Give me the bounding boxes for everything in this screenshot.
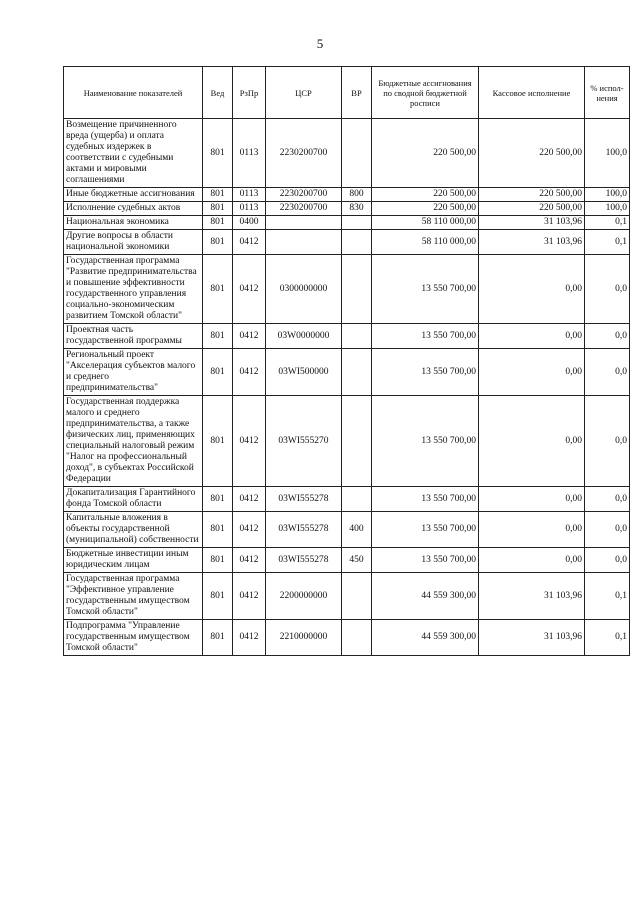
cell-vr (342, 255, 372, 324)
cell-cash: 0,00 (479, 512, 585, 548)
header-pct: % испол-нения (585, 67, 630, 119)
table-row (64, 573, 630, 620)
cell-cash: 31 103,96 (479, 230, 585, 255)
cell-pct: 100,0 (585, 188, 630, 202)
table-row (64, 119, 630, 188)
cell-pct: 100,0 (585, 119, 630, 188)
cell-plan: 13 550 700,00 (372, 255, 479, 324)
cell-vr (342, 620, 372, 656)
cell-csr: 2200000000 (266, 573, 342, 620)
cell-ved: 801 (203, 230, 233, 255)
cell-ved: 801 (203, 548, 233, 573)
cell-ved: 801 (203, 255, 233, 324)
cell-name: Подпрограмма "Управление государственным имуществом Томской области" (64, 620, 203, 656)
cell-cash: 31 103,96 (479, 573, 585, 620)
cell-vr (342, 230, 372, 255)
cell-rzpr: 0412 (233, 396, 266, 487)
cell-plan: 13 550 700,00 (372, 349, 479, 396)
cell-plan: 44 559 300,00 (372, 620, 479, 656)
table-row (64, 324, 630, 349)
cell-vr (342, 216, 372, 230)
cell-pct: 0,1 (585, 573, 630, 620)
table-header-row (64, 67, 630, 119)
cell-pct: 0,1 (585, 216, 630, 230)
cell-ved: 801 (203, 396, 233, 487)
cell-name: Региональный проект "Акселерация субъектов малого и среднего предпринимательства" (64, 349, 203, 396)
cell-pct: 0,0 (585, 396, 630, 487)
cell-name: Национальная экономика (64, 216, 203, 230)
cell-plan: 58 110 000,00 (372, 230, 479, 255)
table-row (64, 255, 630, 324)
table-row (64, 349, 630, 396)
cell-cash: 0,00 (479, 487, 585, 512)
cell-csr: 2230200700 (266, 119, 342, 188)
cell-vr (342, 487, 372, 512)
cell-csr: 03WI555278 (266, 512, 342, 548)
cell-name: Исполнение судебных актов (64, 202, 203, 216)
header-vr: ВР (342, 67, 372, 119)
cell-plan: 44 559 300,00 (372, 573, 479, 620)
cell-ved: 801 (203, 216, 233, 230)
cell-vr (342, 349, 372, 396)
cell-vr: 400 (342, 512, 372, 548)
header-plan: Бюджетные ассигнования по сводной бюджетной росписи (372, 67, 479, 119)
cell-csr: 03WI500000 (266, 349, 342, 396)
cell-pct: 0,0 (585, 548, 630, 573)
cell-csr: 03WI555278 (266, 487, 342, 512)
table-row (64, 188, 630, 202)
cell-cash: 0,00 (479, 324, 585, 349)
cell-cash: 220 500,00 (479, 202, 585, 216)
cell-plan: 13 550 700,00 (372, 396, 479, 487)
header-ved: Вед (203, 67, 233, 119)
header-name: Наименование показателей (64, 67, 203, 119)
cell-pct: 0,0 (585, 349, 630, 396)
cell-ved: 801 (203, 188, 233, 202)
cell-rzpr: 0412 (233, 573, 266, 620)
cell-cash: 0,00 (479, 548, 585, 573)
cell-rzpr: 0412 (233, 620, 266, 656)
cell-csr: 2230200700 (266, 188, 342, 202)
table-row (64, 216, 630, 230)
cell-ved: 801 (203, 119, 233, 188)
cell-pct: 0,0 (585, 255, 630, 324)
cell-csr: 03WI555278 (266, 548, 342, 573)
cell-name: Возмещение причиненного вреда (ущерба) и оплата судебных издержек в соответствии с судебными актами и мировыми соглашениями (64, 119, 203, 188)
page-number: 5 (316, 36, 324, 51)
cell-pct: 0,0 (585, 324, 630, 349)
cell-pct: 0,0 (585, 487, 630, 512)
cell-rzpr: 0412 (233, 487, 266, 512)
cell-cash: 220 500,00 (479, 119, 585, 188)
cell-vr (342, 573, 372, 620)
cell-cash: 0,00 (479, 255, 585, 324)
cell-cash: 220 500,00 (479, 188, 585, 202)
cell-csr: 03WI555270 (266, 396, 342, 487)
cell-ved: 801 (203, 324, 233, 349)
header-cash: Кассовое исполнение (479, 67, 585, 119)
cell-pct: 100,0 (585, 202, 630, 216)
cell-plan: 13 550 700,00 (372, 512, 479, 548)
cell-csr: 2210000000 (266, 620, 342, 656)
cell-name: Капитальные вложения в объекты государственной (муниципальной) собственности (64, 512, 203, 548)
cell-cash: 0,00 (479, 396, 585, 487)
budget-execution-table (63, 66, 630, 656)
cell-vr (342, 119, 372, 188)
cell-rzpr: 0400 (233, 216, 266, 230)
header-csr: ЦСР (266, 67, 342, 119)
cell-vr: 830 (342, 202, 372, 216)
cell-rzpr: 0412 (233, 324, 266, 349)
table-row (64, 512, 630, 548)
cell-vr (342, 324, 372, 349)
cell-ved: 801 (203, 620, 233, 656)
cell-plan: 220 500,00 (372, 188, 479, 202)
cell-ved: 801 (203, 349, 233, 396)
cell-csr: 0300000000 (266, 255, 342, 324)
cell-csr: 03W0000000 (266, 324, 342, 349)
cell-rzpr: 0113 (233, 202, 266, 216)
cell-plan: 220 500,00 (372, 202, 479, 216)
cell-cash: 31 103,96 (479, 620, 585, 656)
cell-csr: 2230200700 (266, 202, 342, 216)
cell-name: Докапитализация Гарантийного фонда Томской области (64, 487, 203, 512)
cell-rzpr: 0412 (233, 230, 266, 255)
cell-name: Государственная программа "Эффективное управление государственным имуществом Томской области" (64, 573, 203, 620)
cell-pct: 0,1 (585, 230, 630, 255)
cell-name: Бюджетные инвестиции иным юридическим лицам (64, 548, 203, 573)
cell-ved: 801 (203, 512, 233, 548)
cell-vr: 800 (342, 188, 372, 202)
table-row (64, 230, 630, 255)
cell-rzpr: 0412 (233, 349, 266, 396)
cell-plan: 13 550 700,00 (372, 548, 479, 573)
cell-vr (342, 396, 372, 487)
table-body (64, 119, 630, 656)
table-row (64, 202, 630, 216)
cell-pct: 0,1 (585, 620, 630, 656)
cell-name: Государственная программа "Развитие предпринимательства и повышение эффективности государственного управления социально-экономическим развитием Томской области" (64, 255, 203, 324)
cell-vr: 450 (342, 548, 372, 573)
cell-name: Проектная часть государственной программы (64, 324, 203, 349)
cell-ved: 801 (203, 202, 233, 216)
cell-csr (266, 216, 342, 230)
cell-plan: 13 550 700,00 (372, 487, 479, 512)
header-rzpr: РзПр (233, 67, 266, 119)
cell-ved: 801 (203, 487, 233, 512)
cell-name: Другие вопросы в области национальной экономики (64, 230, 203, 255)
cell-cash: 0,00 (479, 349, 585, 396)
cell-rzpr: 0412 (233, 548, 266, 573)
table-row (64, 487, 630, 512)
cell-cash: 31 103,96 (479, 216, 585, 230)
cell-rzpr: 0412 (233, 512, 266, 548)
cell-plan: 13 550 700,00 (372, 324, 479, 349)
cell-ved: 801 (203, 573, 233, 620)
cell-rzpr: 0113 (233, 188, 266, 202)
table-row (64, 548, 630, 573)
cell-pct: 0,0 (585, 512, 630, 548)
table-row (64, 620, 630, 656)
table-row (64, 396, 630, 487)
cell-plan: 220 500,00 (372, 119, 479, 188)
cell-plan: 58 110 000,00 (372, 216, 479, 230)
cell-name: Иные бюджетные ассигнования (64, 188, 203, 202)
cell-name: Государственная поддержка малого и среднего предпринимательства, а также физических лиц, применяющих специальный налоговый режим "Налог на профессиональный доход", в субъектах Российской Федерации (64, 396, 203, 487)
cell-rzpr: 0412 (233, 255, 266, 324)
cell-csr (266, 230, 342, 255)
cell-rzpr: 0113 (233, 119, 266, 188)
